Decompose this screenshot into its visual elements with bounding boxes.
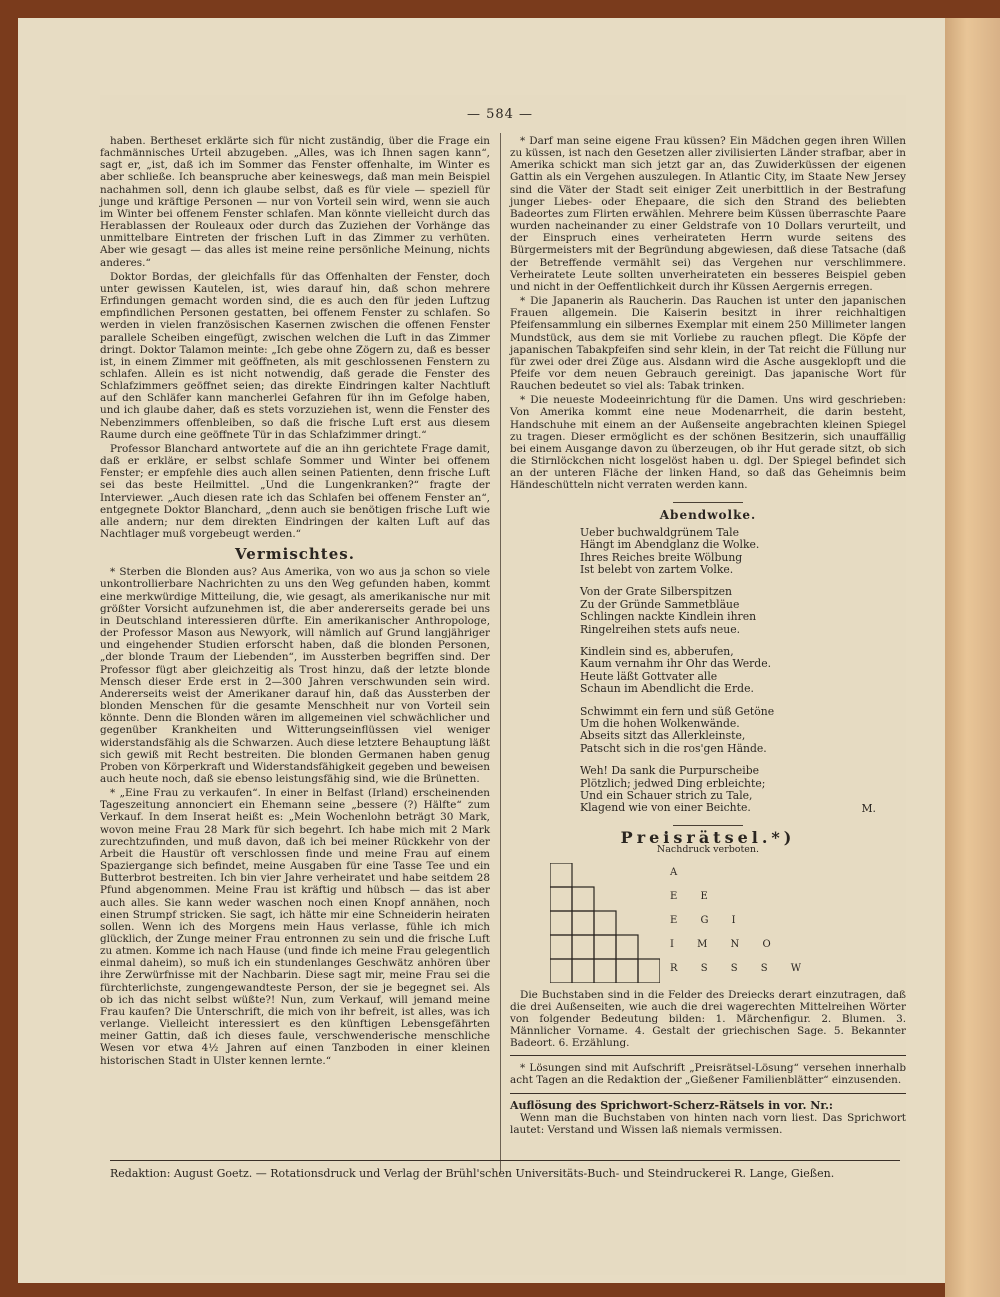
- divider: [673, 825, 743, 826]
- poem-line: Ist belebt von zartem Volke.: [580, 562, 734, 576]
- solution-title: Auflösung des Sprichwort-Scherz-Rätsels in vor. Nr.:: [510, 1098, 833, 1112]
- news-item: * Sterben die Blonden aus? Aus Amerika, von wo aus ja schon so viele unkontrollierbare Nachrichten zu uns den Weg gefunden haben, kommt eine merkwürdige Mitteilung, die, wie gesagt, als amerikanische nur mit größter Vorsicht aufzunehmen ist, die aber andererseits gerade bei uns in Deutschland interessieren dürfte. Ein amerikanischer Anthropologe, der Professor Mason aus Newyork, will nämlich auf Grund langjähriger und eingehender Studien erforscht haben, daß die blonden Personen, „der blonde Traum der Liebenden“, im Aussterben begriffen sind. Der Professor fügt aber gleichzeitig als Trost hinzu, daß der letzte blonde Mensch dieser Erde erst in 2—300 Jahren verschwunden sein wird. Andererseits weist der Amerikaner darauf hin, daß das Aussterben der blonden Menschen für die gesamte Menschheit nur von Vorteil sein könnte. Denn die Blonden wären im allgemeinen viel schwächlicher und gegenüber Krankheiten und Witterungseinflüssen viel weniger widerstandsfähig als die Schwarzen. Auch diese letztere Behauptung läßt sich gewiß mit Recht bestreiten. Die blonden Germanen haben genug Proben von Körperkraft und Widerstandsfähigkeit gegeben und beweisen auch heute noch, daß sie ebenso leistungsfähig sind, wie die Brünetten.: [100, 566, 490, 785]
- poem-line: Ihres Reiches breite Wölbung: [580, 550, 743, 564]
- next-page-edge: [945, 18, 1000, 1297]
- poem-line: Plötzlich; jedwed Ding erbleichte;: [580, 776, 766, 790]
- solution-text: Wenn man die Buchstaben von hinten nach vorn liest. Das Sprichwort lautet: Verstand und Wissen laß niemals vermissen.: [510, 1111, 906, 1136]
- poem-line: Kindlein sind es, abberufen,: [580, 644, 734, 658]
- puzzle: [550, 863, 906, 983]
- poem-stanza: [580, 646, 906, 696]
- divider: [673, 502, 743, 503]
- puzzle-row: A: [670, 866, 688, 878]
- puzzle-letters: [670, 861, 811, 981]
- poem-line: Schaun im Abendlicht die Erde.: [580, 682, 754, 696]
- poem-line: Und ein Schauer strich zu Tale,: [580, 789, 753, 802]
- poem-line: Schlingen nackte Kindlein ihren: [580, 610, 757, 624]
- article-paragraph: haben. Bertheset erklärte sich für nicht zuständig, über die Frage ein fachmännisches Urteil abzugeben. „Alles, was ich Ihnen sagen kann“, sagt er, „ist, daß ich im Sommer das Fenster offenhalte, im Winter es aber schließe. Ich beanspruche aber keineswegs, daß man mein Beispiel nachahmen soll, denn ich glaube selbst, daß es für viele — speziell für junge und kräftige Personen — nur von Vorteil sein wird, wenn sie auch im Winter bei offenem Fenster schlafen. Man könnte vielleicht durch das Herablassen der Rouleaux oder durch das Zuziehen der Vorhänge das unmittelbare Eintreten der frischen Luft in das Zimmer zu verhüten. Aber wie gesagt — das alles ist meine reine persönliche Meinung, nichts anderes.“: [100, 135, 490, 269]
- news-item: * Die neueste Modeeinrichtung für die Damen. Uns wird geschrieben: Von Amerika kommt eine neue Modenarrheit, die darin besteht, Handschuhe mit einem an der Außenseite angebrachten kleinen Spiegel zu tragen. Dieser ermöglicht es der schönen Besitzerin, sich unauffällig bei einem Ausgange davon zu überzeugen, ob ihr Hut gerade sitzt, ob sich die Stirnlöckchen nicht losgelöst haben u. dgl. Der Spiegel befindet sich an der unteren Fläche der linken Hand, so daß das Geheimnis beim Händeschütteln nicht verraten werden kann.: [510, 394, 906, 492]
- poem-line: Schwimmt ein fern und süß Getöne: [580, 704, 775, 718]
- column-divider: [500, 133, 501, 1173]
- puzzle-row: R S S S W: [670, 962, 812, 974]
- divider: [510, 1093, 906, 1094]
- puzzle-footnote: * Lösungen sind mit Aufschrift „Preisrätsel-Lösung“ versehen innerhalb acht Tagen an die Redaktion der „Gießener Familienblätter“ einzusenden.: [510, 1062, 906, 1087]
- newspaper-page: [100, 95, 906, 1275]
- poem-line: Patscht sich in die ros'gen Hände.: [580, 741, 767, 755]
- puzzle-note: Nachdruck verboten.: [656, 844, 760, 856]
- news-item: * Darf man seine eigene Frau küssen? Ein Mädchen gegen ihren Willen zu küssen, ist nach den Gesetzen aller zivilisierten Länder strafbar, aber in Amerika schickt man sich jetzt gar an, das Zuwiderküssen der eigenen Gattin als ein Vergehen auszulegen. In Atlantic City, im Staate New Jersey sind die Väter der Stadt seit einiger Zeit unerbittlich in der Bestrafung junger Liebes- oder Ehepaare, die sich den Strand des beliebten Badeortes zum Flirten erwählen. Mehrere beim Küssen überraschte Paare wurden nacheinander zu einer Geldstrafe von 10 Dollars verurteilt, und der Einspruch eines verheirateten Herrn wurde seitens des Bürgermeisters mit der Begründung abgewiesen, daß diese Tatsache (daß der Betreffende vermählt sei) das Vergehen nur verschlimmere. Verheiratete Leute sollten unverheirateten ein besseres Beispiel geben und nicht in der Oeffentlichkeit durch ihr Küssen Aergernis erregen.: [510, 135, 906, 293]
- poem-line: Von der Grate Silberspitzen: [580, 585, 733, 599]
- puzzle-row: E G I: [670, 914, 746, 926]
- puzzle-row: I M N O: [670, 938, 781, 950]
- poem-line: Hängt im Abendglanz die Wolke.: [580, 538, 760, 552]
- imprint-footer: Redaktion: August Goetz. — Rotationsdruck und Verlag der Brühl'schen Universitäts-Buch- und Steindruckerei R. Lange, Gießen.: [110, 1160, 900, 1180]
- poem-line: Klagend wie von einer Beichte.: [580, 801, 751, 815]
- news-item: * „Eine Frau zu verkaufen“. In einer in Belfast (Irland) erscheinenden Tageszeitung annonciert ein Ehemann seine „bessere (?) Hälfte“ zum Verkauf. In dem Inserat heißt es: „Mein Wochenlohn beträgt 30 Mark, wovon meine Frau 28 Mark für sich begehrt. Ich habe mich mit 2 Mark zurechtzufinden, und muß davon, daß ich bei meiner Rückkehr von der Arbeit die Haustür oft verschlossen finde und meine Frau auf einem Spaziergange sich befindet, meine Ausgaben für eine Tasse Tee und ein Butterbrot bestreiten. Ich bin vier Jahre verheiratet und habe seitdem 28 Pfund abgenommen. Meine Frau ist kräftig und hübsch — das ist aber auch alles. Sie kann weder waschen noch einen Knopf annähen, noch einen Strumpf stricken. Sie sagt, ich hätte mir eine Schneiderin heiraten sollen. Wenn ich des Morgens mein Haus verlasse, fühle ich mich glücklich, der Zunge meiner Frau entronnen zu sein und die frische Luft zu atmen. Komme ich nach Hause (und finde ich meine Frau gelegentlich einmal daheim), so muß ich ein stundenlanges Geschwätz anhören über ihre Zerwürfnisse mit der Nachbarin. Diese sagt mir, meine Frau sei die fürchterlichste, zungengewandteste Person, der sie je begegnet sei. Als ob ich das nicht selbst wüßte?! Nun, zum Verkauf, will jemand meine Frau kaufen? Die Unterschrift, die mich von ihr befreit, ist alles, was ich verlange. Vielleicht interessiert es den künftigen Lebensgefährten meiner Gattin, daß ich dieses faule, verschwenderische menschliche Wesen vor etwa 4½ Jahren auf einen Tanzboden in einer kleinen historischen Stadt in Ulster kennen lernte.“: [100, 787, 490, 1067]
- news-item: * Die Japanerin als Raucherin. Das Rauchen ist unter den japanischen Frauen allgemein. Die Kaiserin besitzt in ihrer reichhaltigen Pfeifensammlung ein silbernes Exemplar mit einem 250 Millimeter langen Mundstück, aus dem sie mit Vorliebe zu rauchen pflegt. Die Köpfe der japanischen Tabakpfeifen sind sehr klein, in der Tat reicht die Füllung nur für zwei oder drei Züge aus. Alsdann wird die Asche ausgeklopft und die Pfeife vor dem neuen Gebrauch gereinigt. Das japanische Wort für Rauchen bedeutet so viel als: Tabak trinken.: [510, 295, 906, 393]
- puzzle-row: E E: [670, 890, 718, 902]
- triangle-grid: [550, 863, 660, 983]
- poem-stanza: [580, 586, 906, 636]
- puzzle-title: Preisrätsel.*): [620, 828, 796, 848]
- poem-line: Ueber buchwaldgrünem Tale: [580, 525, 739, 539]
- poem-line: Um die hohen Wolkenwände.: [580, 716, 740, 730]
- poem-stanza: [580, 527, 906, 577]
- section-heading: Vermischtes.: [235, 545, 355, 564]
- poem-line: Ringelreihen stets aufs neue.: [580, 622, 741, 636]
- poem-line: Kaum vernahm ihr Ohr das Werde.: [580, 657, 772, 671]
- article-paragraph: Professor Blanchard antwortete auf die an ihn gerichtete Frage damit, daß er erkläre, er selbst schlafe Sommer und Winter bei offenem Fenster; er empfehle dies auch allen seinen Patienten, denn frische Luft sei das beste Heilmittel. „Und die Lungenkranken?“ fragte der Interviewer. „Auch diesen rate ich das Schlafen bei offenem Fenster an“, entgegnete Doktor Blanchard, „denn auch sie benötigen frische Luft wie alle andern; nur dem direkten Eindringen der kalten Luft auf das Nachtlager muß vorgebeugt werden.“: [100, 442, 490, 540]
- article-paragraph: Doktor Bordas, der gleichfalls für das Offenhalten der Fenster, doch unter gewissen Kautelen, ist, wies darauf hin, daß schon mehrere Erfindungen gemacht worden sind, die es auch den für jeden Luftzug empfindlichen Personen gestatten, bei offenem Fenster zu schlafen. So werden in vielen französischen Kasernen zwischen die offenen Fenster parallele Scheiben eingefügt, zwischen welchen die Luft in das Zimmer dringt. Doktor Talamon meinte: „Ich gebe ohne Zögern zu, daß es besser ist, in einem Zimmer mit geöffneten, als mit geschlossenen Fenstern zu schlafen. Allein es ist nicht notwendig, daß gerade die Fenster des Schlafzimmers geöffnet seien; das direkte Eindringen kalter Nachtluft auf den Schläfer kann mancherlei Gefahren für ihn im Gefolge haben, und ich glaube daher, daß es stets vorzuziehen ist, wenn die Fenster des Nebenzimmers offenbleiben, so daß die frische Luft erst aus diesem Raume durch eine geöffnete Tür in das Schlafzimmer dringt.“: [100, 270, 490, 441]
- poem-title: Abendwolke.: [659, 507, 757, 522]
- divider: [510, 1055, 906, 1056]
- right-column: [510, 135, 906, 1138]
- left-column: [100, 135, 490, 1069]
- poem: [580, 527, 906, 816]
- poem-signature: M.: [861, 801, 876, 815]
- poem-line: Abseits sitzt das Allerkleinste,: [580, 729, 746, 743]
- poem-line: Heute läßt Gottvater alle: [580, 669, 718, 683]
- poem-line: Weh! Da sank die Purpurscheibe: [580, 764, 760, 778]
- poem-stanza: [580, 706, 906, 756]
- poem-line: Zu der Gründe Sammetbläue: [580, 597, 740, 611]
- page-number: — 584 —: [466, 107, 534, 122]
- puzzle-instructions: Die Buchstaben sind in die Felder des Dreiecks derart einzutragen, daß die drei Außenseiten, wie auch die drei wagerechten Mittelreihen Wörter von folgender Bedeutung bilden: 1. Märchenfigur. 2. Blumen. 3. Männlicher Vorname. 4. Gestalt der griechischen Sage. 5. Bekannter Badeort. 6. Erzählung.: [510, 988, 906, 1050]
